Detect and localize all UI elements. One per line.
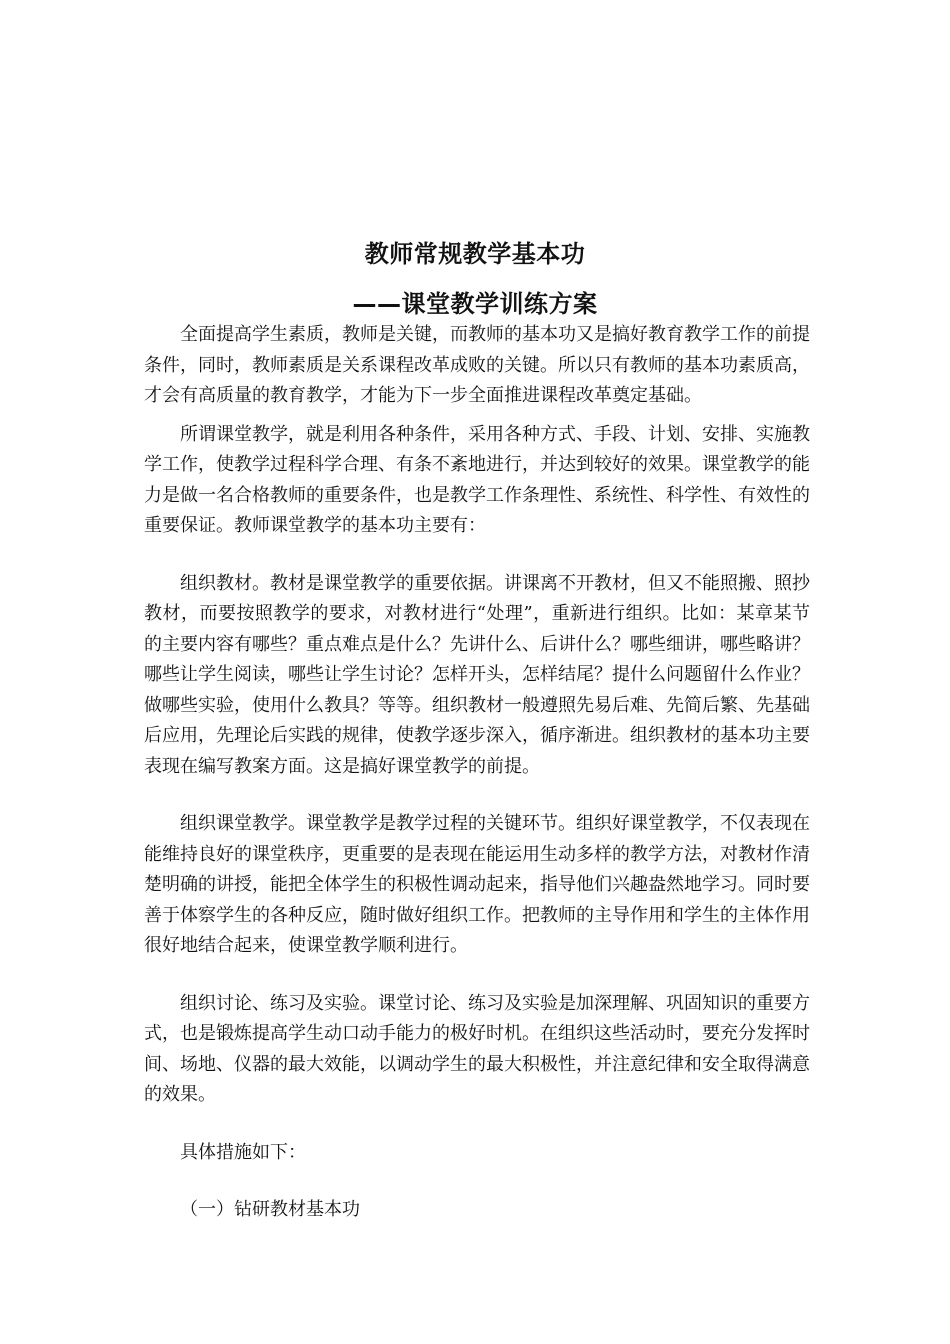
paragraph-classroom-teaching-definition: 所谓课堂教学，就是利用各种条件，采用各种方式、手段、计划、安排、实施教学工作，使教学过程科学合理、有条不紊地进行，并达到较好的效果。课堂教学的能力是做一名合格教师的重要条件，也是教学工作条理性、系统性、科学性、有效性的重要保证。教师课堂教学的基本功主要有： — [144, 423, 810, 536]
paragraph-organize-discussion: 组织讨论、练习及实验。课堂讨论、练习及实验是加深理解、巩固知识的重要方式，也是锻炼提高学生动口动手能力的极好时机。在组织这些活动时，要充分发挥时间、场地、仪器的最大效能，以调动学生的最大积极性，并注意纪律和安全取得满意的效果。 — [144, 992, 810, 1105]
section-heading-1: （一）钻研教材基本功 — [180, 1199, 360, 1220]
document-title: 教师常规教学基本功 — [364, 240, 586, 268]
paragraph-organize-materials: 组织教材。教材是课堂教学的重要依据。讲课离不开教材，但又不能照搬、照抄教材，而要按照教学的要求，对教材进行“处理”，重新进行组织。比如：某章某节的主要内容有哪些？重点难点是什么？先讲什么、后讲什么？哪些细讲，哪些略讲？哪些让学生阅读，哪些让学生讨论？怎样开头，怎样结尾？提什么问题留什么作业？做哪些实验，使用什么教具？等等。组织教材一般遵照先易后难、先简后繁、先基础后应用，先理论后实践的规律，使教学逐步深入，循序渐进。组织教材的基本功主要表现在编写教案方面。这是搞好课堂教学的前提。 — [144, 572, 810, 777]
document-body — [144, 320, 810, 1226]
paragraph-organize-classroom: 组织课堂教学。课堂教学是教学过程的关键环节。组织好课堂教学，不仅表现在能维持良好的课堂秩序，更重要的是表现在能运用生动多样的教学方法，对教材作清楚明确的讲授，能把全体学生的积极性调动起来，指导他们兴趣盎然地学习。同时要善于体察学生的各种反应，随时做好组织工作。把教师的主导作用和学生的主体作用很好地结合起来，使课堂教学顺利进行。 — [144, 813, 810, 956]
paragraph-intro: 全面提高学生素质，教师是关键，而教师的基本功又是搞好教育教学工作的前提条件，同时，教师素质是关系课程改革成败的关键。所以只有教师的基本功素质高，才会有高质量的教育教学，才能为下一步全面推进课程改革奠定基础。 — [144, 324, 810, 406]
paragraph-measures-intro: 具体措施如下： — [180, 1141, 306, 1163]
document-subtitle: ——课堂教学训练方案 — [352, 290, 598, 318]
